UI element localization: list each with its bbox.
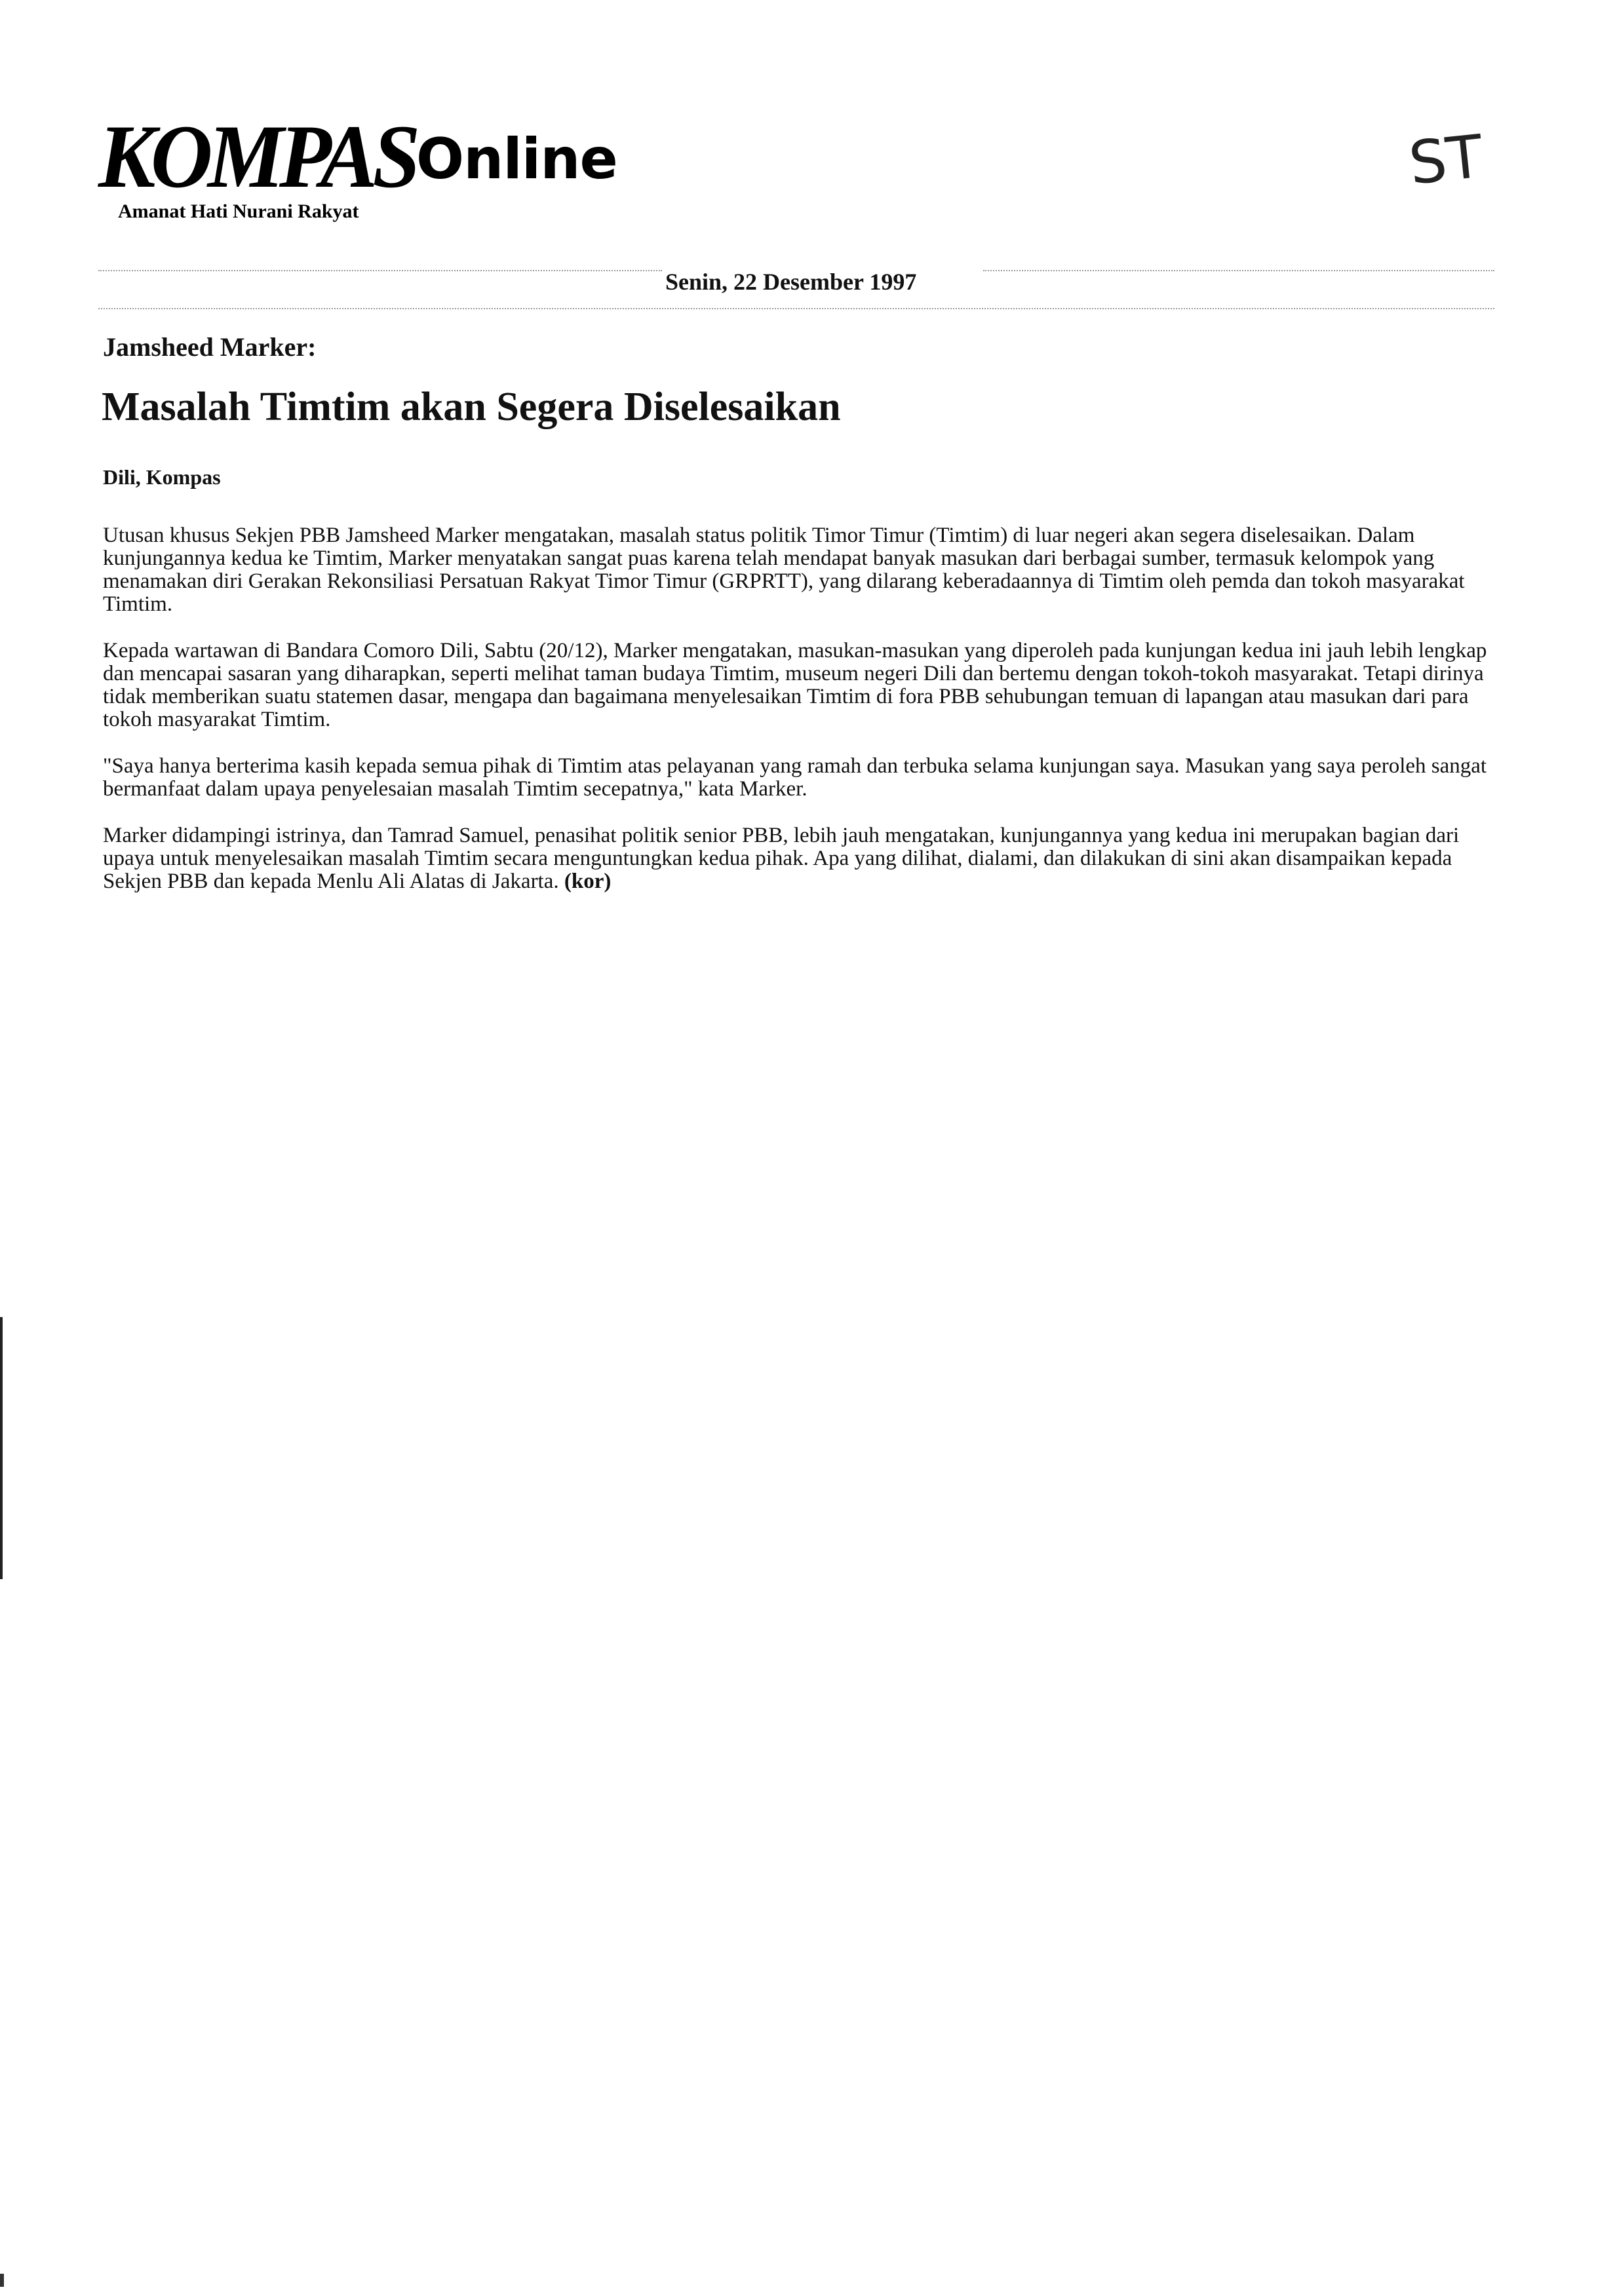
online-logo: Online [416, 126, 617, 192]
top-rule-left [98, 270, 662, 271]
top-rule-right [983, 270, 1494, 271]
article-paragraph: Utusan khusus Sekjen PBB Jamsheed Marker mengatakan, masalah status politik Timor Timur (Timtim) di luar negeri akan segera diselesaikan. Dalam kunjungannya kedua ke Timtim, Marker menyatakan sangat puas karena telah mendapat banyak masukan dari berbagai sumber, termasuk kelompok yang menamakan diri Gerakan Rekonsiliasi Persatuan Rakyat Timor Timur (GRPRTT), yang dilarang keberadaannya di Timtim oleh pemda dan tokoh masyarakat Timtim. [103, 524, 1465, 616]
masthead-tagline: Amanat Hati Nurani Rakyat [118, 201, 359, 222]
handwritten-corner-mark: ST [1405, 122, 1487, 199]
scan-edge-line [0, 1317, 3, 1579]
article-byline: Dili, Kompas [103, 465, 221, 489]
kompas-logo: KOMPAS [98, 106, 416, 206]
article-signoff: (kor) [564, 870, 612, 893]
article-kicker: Jamsheed Marker: [103, 332, 317, 362]
article-body [103, 524, 1506, 917]
article-paragraph: Kepada wartawan di Bandara Comoro Dili, Sabtu (20/12), Marker mengatakan, masukan-masukan yang diperoleh pada kunjungan kedua ini jauh lebih lengkap dan mencapai sasaran yang diharapkan, seperti melihat taman budaya Timtim, museum negeri Dili dan bertemu dengan tokoh-tokoh masyarakat. Tetapi dirinya tidak memberikan suatu statemen dasar, mengapa dan bagaimana menyelesaikan Timtim di fora PBB sehubungan temuan di lapangan atau masukan dari para tokoh masyarakat Timtim. [103, 639, 1487, 731]
article-headline: Masalah Timtim akan Segera Diselesaikan [102, 385, 841, 429]
article-paragraph-last [103, 824, 1506, 893]
bottom-rule [98, 308, 1494, 309]
scan-edge-mark [0, 2274, 4, 2287]
publication-date: Senin, 22 Desember 1997 [665, 269, 917, 295]
article-paragraph-text: Marker didampingi istrinya, dan Tamrad Samuel, penasihat politik senior PBB, lebih jauh mengatakan, kunjungannya yang kedua ini merupakan bagian dari upaya untuk menyelesaikan masalah Timtim secara menguntungkan kedua pihak. Apa yang dilihat, dialami, dan dilakukan di sini akan disampaikan kepada Sekjen PBB dan kepada Menlu Ali Alatas di Jakarta. [103, 824, 1460, 893]
masthead [98, 106, 688, 242]
article-paragraph: "Saya hanya berterima kasih kepada semua pihak di Timtim atas pelayanan yang ramah dan terbuka selama kunjungan saya. Masukan yang saya peroleh sangat bermanfaat dalam upaya penyelesaian masalah Timtim secepatnya," kata Marker. [103, 754, 1487, 801]
